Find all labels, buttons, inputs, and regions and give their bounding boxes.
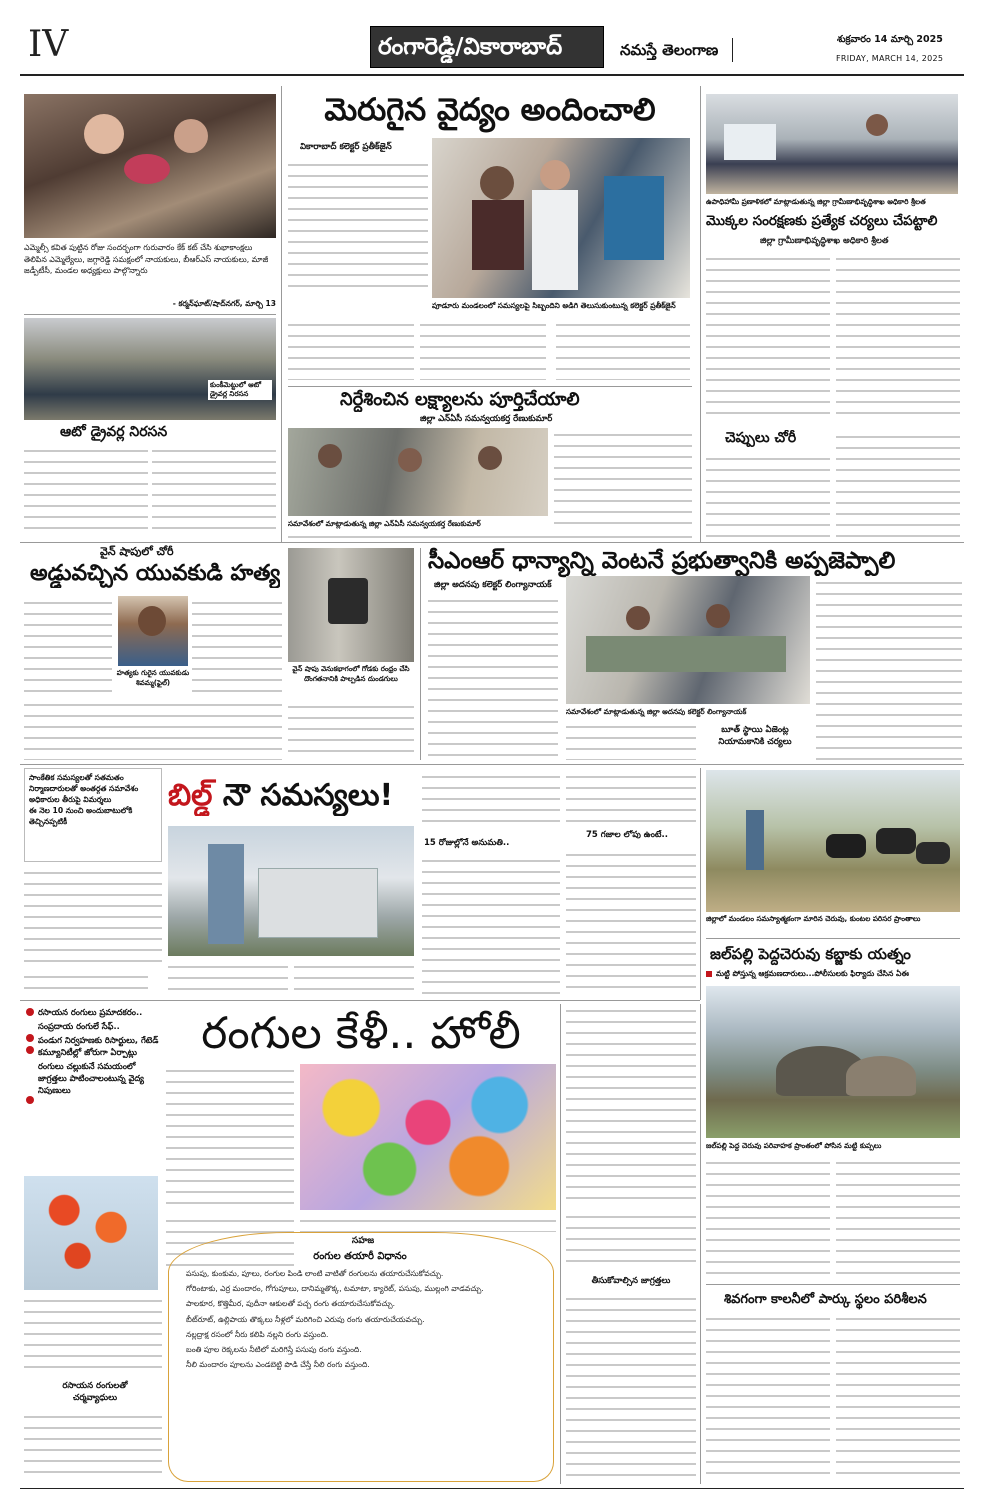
cmr-headline: సీఎంఆర్ ధాన్యాన్ని వెంటనే ప్రభుత్వానికి అప్పజెప్పాలి <box>428 548 896 574</box>
park-headline: శివగంగా కాలనీలో పార్కు స్థలం పరిశీలన <box>724 1292 927 1307</box>
victim-portrait <box>118 596 188 666</box>
story3-tag: జిల్లా ఎన్‌ఏసీ సమన్వయకర్త రేణుకుమార్ <box>420 414 553 424</box>
wine-kicker: వైన్ షాపులో చోరీ <box>100 545 174 558</box>
holi-side-points <box>24 1004 162 1168</box>
build-headline-red: బిల్డ్ <box>168 778 213 813</box>
section-title: రంగారెడ్డి/వికారాబాద్ <box>378 34 563 60</box>
build-point-1: సాంకేతిక సమస్యలతో సతమతం <box>29 773 124 782</box>
auto-headline: ఆటో డ్రైవర్ల నిరసన <box>60 424 168 440</box>
story1-photo-caption: పూడూరు మండలంలో సమస్యలపై సిబ్బందిని అడిగి తెలుసుకుంటున్న కలెక్టర్ ప్రతీక్‌జైన్ <box>432 301 676 310</box>
cmr-tag: జిల్లా అదనపు కలెక్టర్ లింగ్యానాయక్ <box>434 580 552 590</box>
jal-photo-caption: జల్‌పల్లి పెద్ద చెరువు పరివాహక ప్రాంతంలో పోసిన మట్టి కుప్పలు <box>706 1141 882 1150</box>
booth-agents-head: బూత్ స్థాయి ఏజెంట్ల నియామకానికి చర్యలు <box>718 725 792 747</box>
box-point-4: బీట్‌రూట్, ఉల్లిపాయ తొక్కలు నీళ్లలో మరిగించి ఎరుపు రంగు తయారుచేయవచ్చు. <box>186 1314 425 1324</box>
holi-point-3: పండుగ నిర్వహణకు రిసార్టులు, గేటెడ్ కమ్యూనిటీల్లో జోరుగా ఏర్పాట్లు <box>38 1035 159 1057</box>
build-point-4: ఈ నెల 10 నుంచి అందుబాటులోకి తెచ్చినప్పటికీ <box>29 806 133 826</box>
box-points-list <box>186 1268 538 1458</box>
box-point-7: నీలి మందారం పూలను ఎండబెట్టి పొడి చేస్తే నీలి రంగు వస్తుంది. <box>186 1360 370 1370</box>
kavitha-birthday-photo <box>24 94 276 238</box>
page-number: IV <box>28 24 69 65</box>
victim-portrait-caption: హత్యకు గురైన యువకుడు శివమ్మ(ఫైల్) <box>116 669 190 687</box>
goats-pond-photo <box>706 770 960 912</box>
holi-side-head-2: తీసుకోవాల్సిన జాగ్రత్తలు <box>591 1276 671 1286</box>
date-english: FRIDAY, MARCH 14, 2025 <box>836 54 944 63</box>
holi-side-head-1: రసాయన రంగులతో చర్మవ్యాధులు <box>62 1381 128 1403</box>
box-point-2: గోరింటాకు, ఎర్ర మందారం, గోగుపూలు, దానిమ్మతొక్క, టమాటా, క్యారెట్, పసుపు, ముల్లంగి వాడవచ్చు. <box>186 1284 484 1294</box>
holi-colored-hands-photo <box>300 1064 556 1210</box>
auto-photo-tag: కుంకీమెట్టులో ఆటో డ్రైవర్ల నిరసన <box>208 380 272 400</box>
story1-tag: వికారాబాద్ కలెక్టర్ ప్రతీక్‌జైన్ <box>300 142 392 152</box>
palash-flowers-photo <box>24 1176 158 1290</box>
build-subhead: 15 రోజుల్లోనే అనుమతి.. <box>424 838 510 848</box>
story2-headline: మొక్కల సంరక్షణకు ప్రత్యేక చర్యలు చేపట్టాలి <box>706 213 938 229</box>
box-title-1: సహజ <box>351 1236 375 1246</box>
wine-headline: అడ్డువచ్చిన యువకుడి హత్య <box>30 561 281 586</box>
story3-headline: నిర్దేశించిన లక్ష్యాలను పూర్తిచేయాలి <box>340 389 580 410</box>
auto-drivers-protest-photo <box>24 318 276 420</box>
collector-hospital-photo <box>432 138 690 298</box>
forest-officer-meeting-photo <box>706 94 958 194</box>
wine-shop-wall-photo <box>288 548 414 662</box>
story2-photo-caption: ఉపాధిహామీ ప్రణాళికలో మాట్లాడుతున్న జిల్లా గ్రామీణాభివృద్ధిశాఖ అధికారి శ్రీలత <box>706 197 926 206</box>
cmr-meeting-photo <box>566 576 810 704</box>
story2-tag: జిల్లా గ్రామీణాభివృద్ధిశాఖ అధికారి శ్రీలత <box>760 236 889 246</box>
build-point-2: నిర్మాణదారులతో అంతర్గత సమావేశం <box>29 784 139 793</box>
build-headline <box>168 776 393 816</box>
wine-shop-caption: వైన్ షాపు వెనుకభాగంలో గోడకు రంధ్రం చేసి దొంగతనానికి పాల్పడిన దుండగులు <box>292 665 410 683</box>
build-point-3: అధికారుల తీరుపై విమర్శలు <box>29 795 112 804</box>
date-telugu: శుక్రవారం 14 మార్చి 2025 <box>837 34 943 45</box>
box-title-2: రంగుల తయారీ విధానం <box>313 1251 407 1262</box>
nac-meeting-photo <box>288 428 548 516</box>
paper-name: నమస్తే తెలంగాణ <box>620 41 719 59</box>
left-top-dateline: - కర్మన్‌ఘాట్/షాద్‌నగర్, మార్చి 13 <box>172 299 276 308</box>
story3-photo-caption: సమావేశంలో మాట్లాడుతున్న జిల్లా ఎన్‌ఏసీ సమన్వయకర్త రేణుకుమార్ <box>288 519 481 528</box>
jalpally-lake-photo <box>706 986 960 1138</box>
build-photo-caption: జిల్లాలో మండలం సమస్యాత్మకంగా మారిన చెరువు, కుంటల పరిసర ప్రాంతాలు <box>706 914 921 923</box>
jal-subhead <box>706 968 960 982</box>
chappal-headline: చెప్పులు చోరీ <box>725 430 797 446</box>
build-side-points <box>24 768 162 862</box>
box-point-3: పాలకూర, కొత్తిమీర, పుదీనా ఆకులతో పచ్చ రంగు తయారుచేసుకోవచ్చు. <box>186 1299 396 1309</box>
jal-headline: జల్‌పల్లి పెద్దచెరువు కబ్జాకు యత్నం <box>710 945 911 963</box>
left-top-caption: ఎమ్మెల్సీ కవిత పుట్టిన రోజు సందర్భంగా గురువారం కేక్ కట్ చేసి శుభాకాంక్షలు తెలిపిన ఎమ్మెల్యేలు, జగ్గారెడ్డి సమక్షంలో నాయకులు, బీఆర్ఎస్ నాయకులు, మాజీ జడ్పీటీసీ, మండల అధ్యక్షులు పాల్గొన్నారు <box>24 243 269 275</box>
box-point-1: పసుపు, కుంకుమ, పూలు, రంగుల పిండి లాంటి వాటితో రంగులను తయారుచేసుకోవచ్చు. <box>186 1269 444 1278</box>
holi-point-4: రంగులు చల్లుకునే సమయంలో జాగ్రత్తలు పాటించాలంటున్న వైద్య నిపుణులు <box>38 1061 144 1095</box>
holi-point-1: రసాయన రంగులు ప్రమాదకరం.. <box>38 1007 143 1017</box>
build-headline-black: నౌ సమస్యలు! <box>222 778 394 813</box>
holi-point-2: సంప్రదాయ రంగులే సేఫ్.. <box>38 1021 120 1031</box>
box-point-6: బంతి పూల రెక్కలను నీటిలో మరిగిస్తే పసుపు రంగు వస్తుంది. <box>186 1345 362 1355</box>
box-point-5: నల్లద్రాక్ష రసంలో నీరు కలిపి నల్లని రంగు వస్తుంది. <box>186 1329 329 1339</box>
build-subhead-2: 75 గజాల లోపు ఉంటే.. <box>586 830 668 840</box>
hyderabad-building-photo <box>168 826 414 956</box>
cmr-photo-caption: సమావేశంలో మాట్లాడుతున్న జిల్లా అదనపు కలెక్టర్ లింగ్యానాయక్ <box>566 707 747 716</box>
jal-subhead-text: మట్టి పోస్తున్న ఆక్రమణదారులు...పోలీసులకు ఫిర్యాదు చేసిన ఏఈ <box>716 969 909 978</box>
holi-headline: రంగుల కేళీ.. హోలీ <box>201 1008 521 1059</box>
story1-headline: మెరుగైన వైద్యం అందించాలి <box>324 92 656 128</box>
